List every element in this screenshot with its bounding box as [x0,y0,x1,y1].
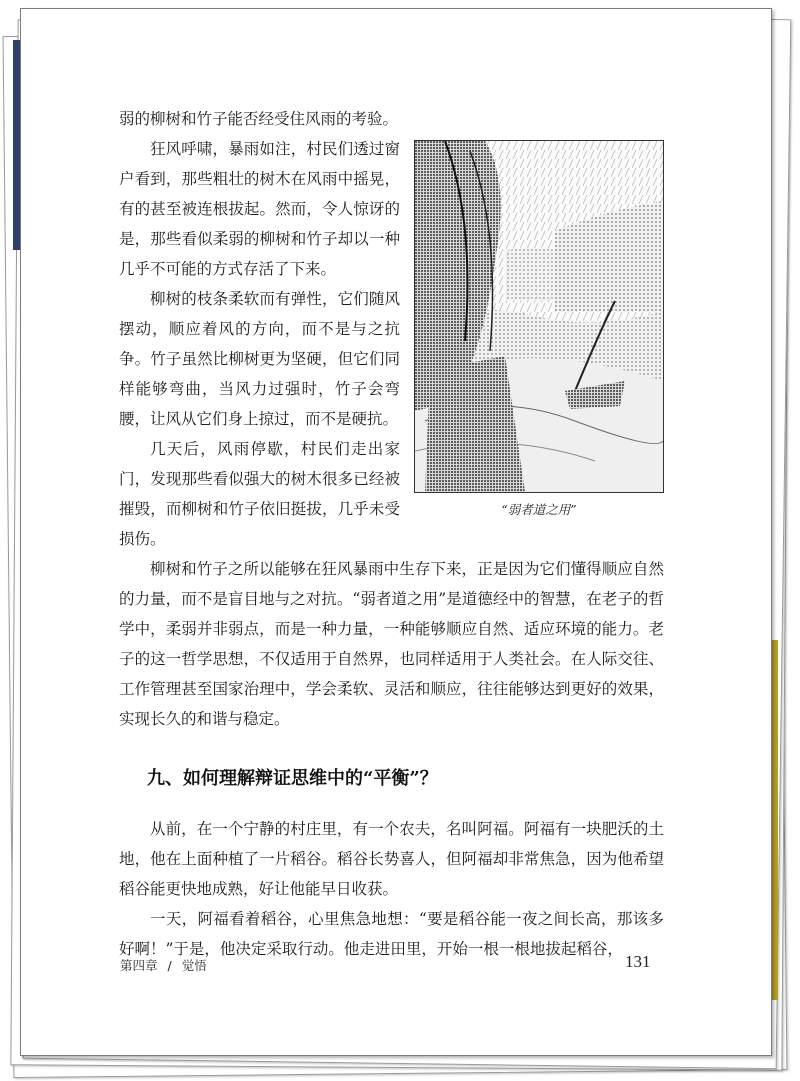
storm-willow-illustration [414,140,664,493]
footer-separator: / [167,958,172,973]
section-heading: 九、如何理解辩证思维中的“平衡”？ [147,768,438,789]
paragraph-willow-bamboo: 柳树的枝条柔软而有弹性，它们随风摆动，顺应着风的方向，而不是与之抗争。竹子虽然比柳树更为坚硬，但它们同样能够弯曲，当风力过强时，竹子会弯腰，让风从它们身上掠过，而不是硬抗。 [119,290,400,428]
paragraph-storm: 狂风呼啸，暴雨如注，村民们透过窗户看到，那些粗壮的树木在风雨中摇晃，有的甚至被连根拔起。然而，令人惊讶的是，那些看似柔弱的柳树和竹子却以一种几乎不可能的方式存活了下来。 [119,140,400,278]
figure-caption: “弱者道之用” [501,502,577,517]
page-number: 131 [625,952,651,971]
footer-chapter: 第四章 [120,958,158,973]
paragraph-afu-intro: 从前，在一个宁静的村庄里，有一个农夫，名叫阿福。阿福有一块肥沃的土地，他在上面种植了一片稻谷。稻谷长势喜人，但阿福却非常焦急，因为他希望稻谷能更快地成熟，好让他能早日收获。 [119,820,664,898]
paragraph-continued: 弱的柳树和竹子能否经受住风雨的考验。 [119,110,399,128]
page-body [119,104,664,964]
paragraph-laozi-wisdom: 柳树和竹子之所以能够在狂风暴雨中生存下来，正是因为它们懂得顺应自然的力量，而不是盲目地与之对抗。“弱者道之用”是道德经中的智慧，在老子的哲学中，柔弱并非弱点，而是一种力量，一种能够顺应自然、适应环境的能力。老子的这一哲学思想，不仅适用于自然界，也同样适用于人类社会。在人际交往、工作管理甚至国家治理中，学会柔软、灵活和顺应，往往能够达到更好的效果，实现长久的和谐与稳定。 [119,560,664,728]
paragraph-aftermath: 几天后，风雨停歇，村民们走出家门，发现那些看似强大的树木很多已经被摧毁，而柳树和竹子依旧挺拔，几乎未受损伤。 [119,440,400,548]
footer-chapter-title: 觉悟 [181,958,207,973]
running-footer [120,956,207,974]
illustration-figure [414,140,664,520]
paragraph-afu-action: 一天，阿福看着稻谷，心里焦急地想：“要是稻谷能一夜之间长高，那该多好啊！”于是，他决定采取行动。他走进田里，开始一根一根地拔起稻谷， [119,910,664,958]
